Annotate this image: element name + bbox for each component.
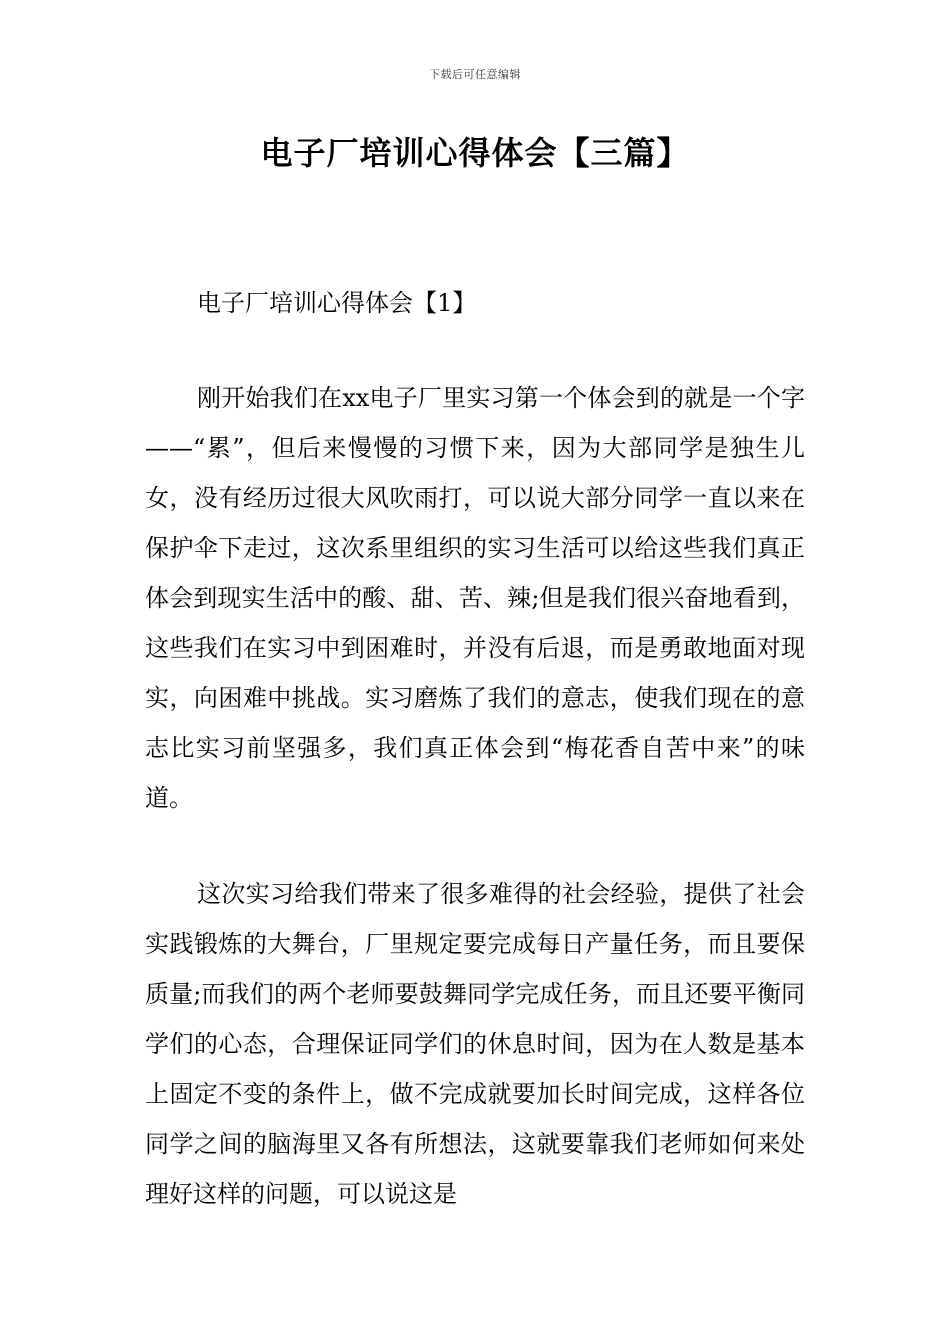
header-note: 下载后可任意编辑: [429, 68, 521, 81]
section-heading: 电子厂培训心得体会【1】: [197, 289, 477, 317]
document-title: 电子厂培训心得体会【三篇】: [260, 134, 690, 172]
body-paragraph-1: 刚开始我们在xx电子厂里实习第一个体会到的就是一个字——“累”，但后来慢慢的习惯下来，因为大部同学是独生儿女，没有经历过很大风吹雨打，可以说大部分同学一直以来在保护伞下走过，这次系里组织的实习生活可以给这些我们真正体会到现实生活中的酸、甜、苦、辣;但是我们很兴奋地看到，这些我们在实习中到困难时，并没有后退，而是勇敢地面对现实，向困难中挑战。实习磨炼了我们的意志，使我们现在的意志比实习前坚强多，我们真正体会到“梅花香自苦中来”的味道。: [145, 384, 805, 812]
body-paragraph-2: 这次实习给我们带来了很多难得的社会经验，提供了社会实践锻炼的大舞台，厂里规定要完成每日产量任务，而且要保质量;而我们的两个老师要鼓舞同学完成任务，而且还要平衡同学们的心态，合理保证同学们的休息时间，因为在人数是基本上固定不变的条件上，做不完成就要加长时间完成，这样各位同学之间的脑海里又各有所想法，这就要靠我们老师如何来处理好这样的问题，可以说这是: [145, 880, 805, 1208]
